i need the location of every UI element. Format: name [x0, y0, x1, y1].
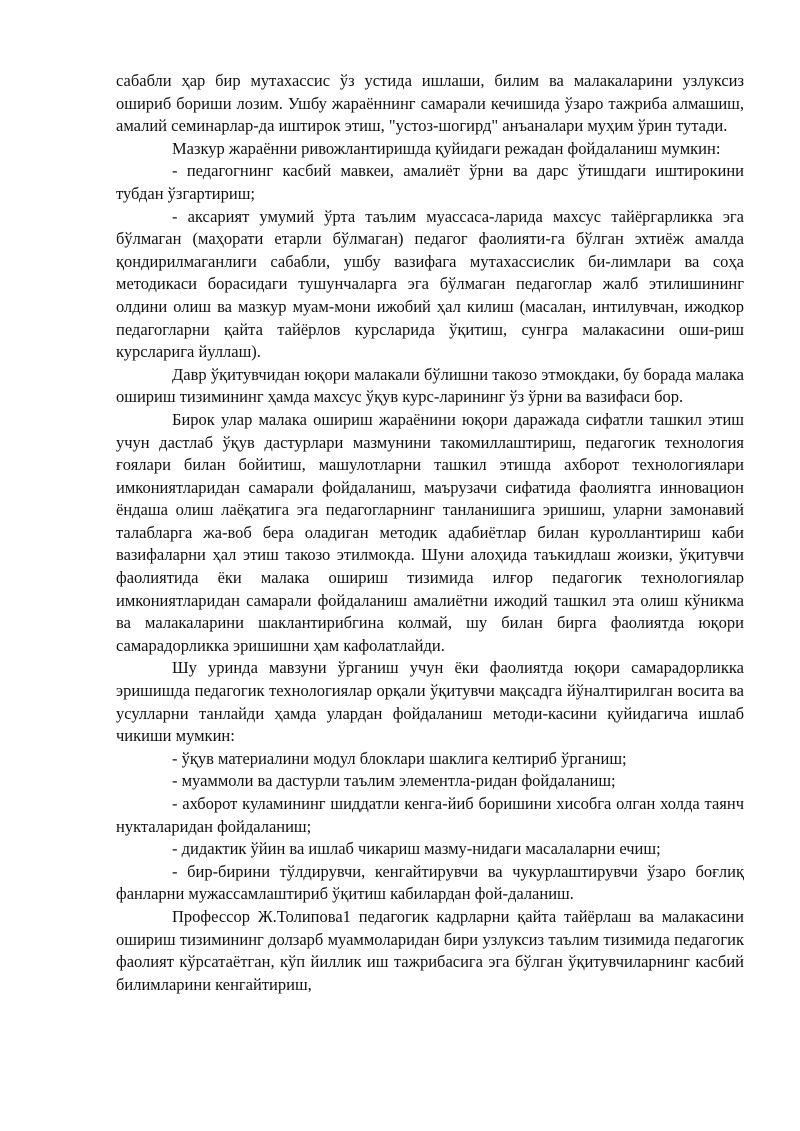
list-item-7: - бир-бирини тўлдирувчи, кенгайтирувчи ва чукурлаштирувчи ўзаро боғлиқ фанларни мужассамлаштириб ўқитиш кабилардан фой-даланиш.	[116, 861, 744, 904]
paragraph-3: Давр ўқитувчидан юқори малакали бўлишни такозо этмокдаки, бу борада малака ошириш тизимининг ҳамда махсус ўқув курс-ларининг ўз ўрни ва вазифаси бор.	[116, 364, 744, 407]
paragraph-4: Бирок улар малака ошириш жараёнини юқори даражада сифатли ташкил этиш учун дастлаб ўқув дастурлари мазмунини такомиллаштириш, педагогик технология ғоялари билан бойитиш, машулотларни ташкил этишда ахборот технологиялари имкониятларидан самарали фойдаланиш, маърузачи сифатида фаолиятга инновацион ёндаша олиш лаёқатига эга педагогларнинг танланишига эришиш, уларни замонавий талабларга жа-воб бера оладиган методик адабиётлар билан куроллантириш каби вазифаларни ҳал этиш такозо этилмокда. Шуни алоҳида таъкидлаш жоизки, ўқитувчи фаолиятида ёки малака ошириш тизимида илғор педагогик технологиялар имкониятларидан самарали фойдаланиш амалиётни ижодий ташкил эта олиш кўникма ва малакаларини шаклантирибгина колмай, шу билан бирга фаолиятда юқори самарадорликка эришишни ҳам кафолатлайди.	[116, 409, 744, 655]
paragraph-2: Мазкур жараённи ривожлантиришда қуйидаги режадан фойдаланиш мумкин:	[172, 138, 721, 158]
list-item-1: - педагогнинг касбий мавкеи, амалиёт ўрни ва дарс ўтишдаги иштирокини тубдан ўзгартириш;	[116, 161, 744, 203]
list-item-6: - дидактик ўйин ва ишлаб чикариш мазму-нидаги масалаларни ечиш;	[172, 839, 661, 859]
paragraph-1: сабабли ҳар бир мутахассис ўз устида ишлаши, билим ва малакаларини узлуксиз ошириб бориши лозим. Ушбу жараённинг самарали кечишида ўзаро тажриба алмашиш, амалий семинарлар-да иштирок этиш, "устоз-шогирд" анъаналари муҳим ўрин тутади.	[116, 71, 744, 136]
list-item-5: - ахборот куламининг шиддатли кенга-йиб боришини хисобга олган холда таянч нукталаридан фойдаланиш;	[116, 794, 744, 836]
list-item-2: - аксарият умумий ўрта таълим муассаса-ларида махсус тайёргарликка эга бўлмаган (маҳорати етарли бўлмаган) педагог фаолияти-га бўлган эхтиёж амалда қондирилмаганлиги сабабли, ушбу вазифага мутахассислик би-лимлари ва соҳа методикаси борасидаги тушунчаларга эга бўлмаган педагоглар жалб этилишининг олдини олиш ва мазкур муам-мони ижобий ҳал килиш (масалан, интилувчан, ижодкор педагогларни қайта тайёрлов курсларида ўқитиш, сунгра малакасини оши-риш курсларига йуллаш).	[116, 206, 744, 362]
paragraph-5: Шу уринда мавзуни ўрганиш учун ёки фаолиятда юқори самарадорликка эришишда педагогик технологиялар орқали ўқитувчи мақсадга йўналтирилган восита ва усулларни танлайди ҳамда улардан фойдаланиш методи-касини қуйидагича ишлаб чикиши мумкин:	[116, 658, 744, 746]
document-page	[116, 70, 744, 996]
list-item-4: - муаммоли ва дастурли таълим элементла-ридан фойдаланиш;	[172, 771, 616, 791]
paragraph-6: Профессор Ж.Толипова1 педагогик кадрларни қайта тайёрлаш ва малакасини ошириш тизимининг долзарб муаммоларидан бири узлуксиз таълим тизимида педагогик фаолият кўрсатаётган, кўп йиллик иш тажрибасига эга бўлган ўқитувчиларнинг касбий билимларини кенгайтириш,	[116, 906, 744, 994]
list-item-3: - ўқув материалини модул блоклари шаклига келтириб ўрганиш;	[172, 748, 627, 768]
